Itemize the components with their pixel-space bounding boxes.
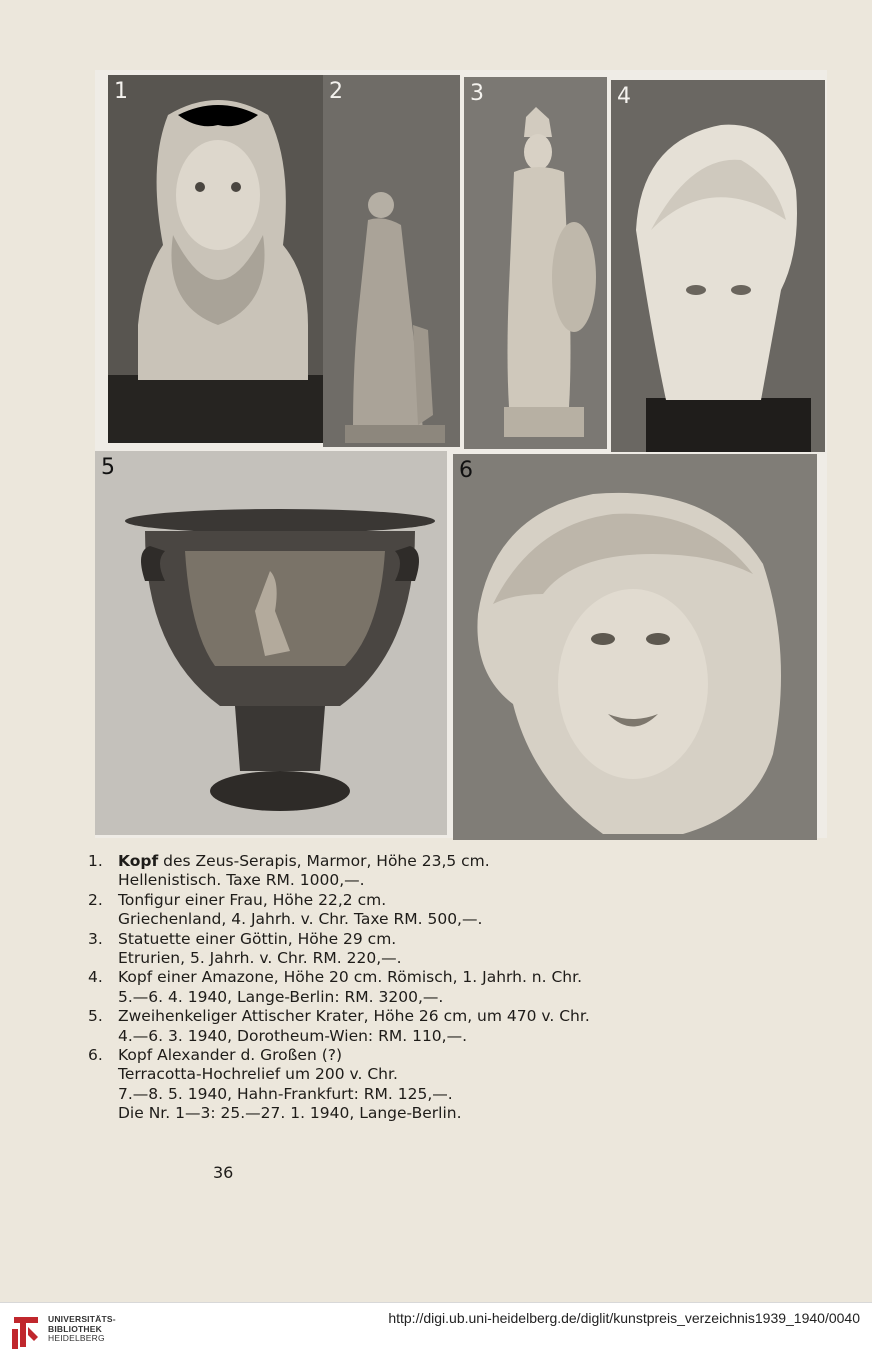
caption-line: Hellenistisch. Taxe RM. 1000,—. [118,871,365,890]
library-logo-text[interactable] [48,1315,116,1344]
caption-line: Griechenland, 4. Jahrh. v. Chr. Taxe RM. 500,—. [118,910,483,929]
caption-line: des Zeus-Serapis, Marmor, Höhe 23,5 cm. [163,852,490,870]
photo-plate [95,70,827,838]
goddess-statuette-image [464,77,607,449]
caption-line: 4.—6. 3. 1940, Dorotheum-Wien: RM. 110,—. [118,1026,468,1045]
caption-number: 2. [88,890,103,909]
caption-number: 4. [88,968,103,987]
photo-5-attic-krater [95,451,447,835]
photo-number: 2 [329,79,343,104]
photo-1-zeus-serapis [108,75,326,443]
photo-number: 5 [101,455,115,480]
caption-bold-word: Kopf [118,852,159,870]
photo-number: 1 [114,79,128,104]
caption-line: Terracotta-Hochrelief um 200 v. Chr. [118,1065,398,1084]
photo-number: 3 [470,81,484,106]
photo-2-terracotta-woman [323,75,460,447]
photo-3-goddess-statuette [464,77,607,449]
photo-6-alexander-relief [453,454,817,840]
photo-number: 4 [617,84,631,109]
page-number: 36 [213,1163,234,1182]
caption-number: 3. [88,929,103,948]
caption-line: 7.—8. 5. 1940, Hahn-Frankfurt: RM. 125,—. [118,1084,453,1103]
caption-line: Zweihenkeliger Attischer Krater, Höhe 26 cm, um 470 v. Chr. [118,1007,590,1026]
zeus-bust-image [108,75,326,443]
caption-list [88,852,728,1124]
caption-2 [88,891,728,930]
amazon-head-image [611,80,825,452]
caption-5 [88,1007,728,1046]
logo-line: UNIVERSITÄTS- [48,1314,116,1324]
photo-number: 6 [459,458,473,483]
caption-line: Tonfigur einer Frau, Höhe 22,2 cm. [118,890,387,909]
caption-number: 6. [88,1046,103,1065]
library-logo-icon[interactable] [10,1313,42,1351]
photo-4-amazon-head [611,80,825,452]
alexander-relief-image [453,454,817,840]
caption-line: Kopf Alexander d. Großen (?) [118,1046,343,1065]
caption-number: 1. [88,852,103,870]
logo-line: HEIDELBERG [48,1333,105,1343]
caption-4 [88,968,728,1007]
caption-1 [88,852,728,891]
permalink-url[interactable]: http://digi.ub.uni-heidelberg.de/diglit/kunstpreis_verzeichnis1939_1940/0040 [388,1310,860,1326]
caption-footnote: Die Nr. 1—3: 25.—27. 1. 1940, Lange-Berlin. [118,1104,462,1123]
woman-figure-image [323,75,460,447]
caption-line: 5.—6. 4. 1940, Lange-Berlin: RM. 3200,—. [118,987,444,1006]
caption-line: Kopf einer Amazone, Höhe 20 cm. Römisch, 1. Jahrh. n. Chr. [118,968,583,987]
logo-line: BIBLIOTHEK [48,1323,102,1334]
caption-line: Etrurien, 5. Jahrh. v. Chr. RM. 220,—. [118,949,402,968]
caption-6 [88,1046,728,1104]
viewer-footer [0,1302,872,1362]
krater-image [95,451,447,835]
caption-line: Statuette einer Göttin, Höhe 29 cm. [118,929,397,948]
caption-number: 5. [88,1007,103,1026]
caption-3 [88,930,728,969]
